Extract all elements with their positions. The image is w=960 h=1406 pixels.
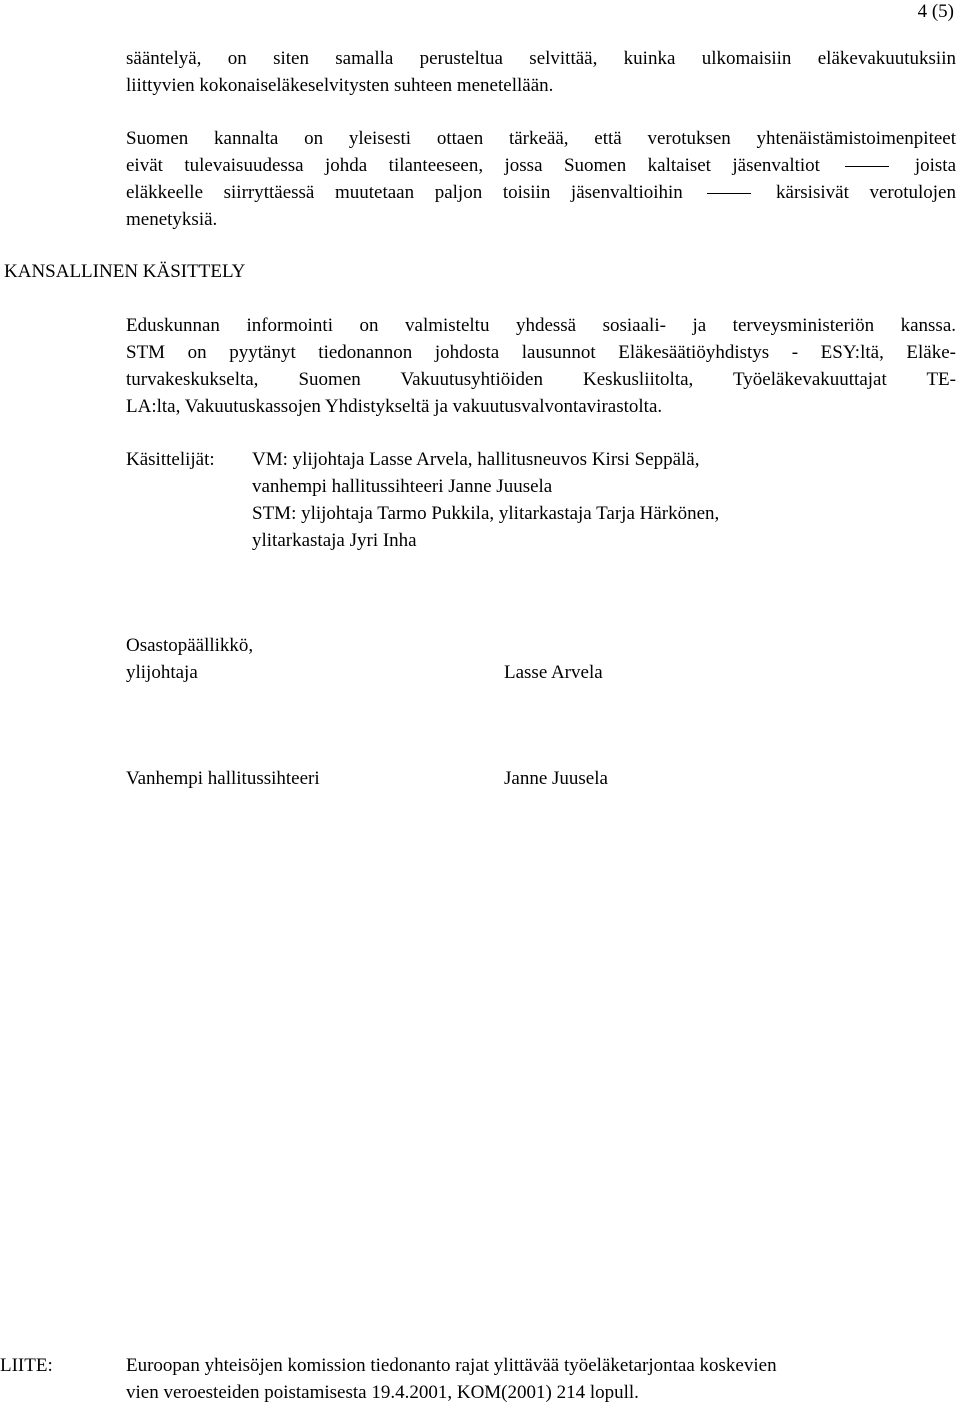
tax-paragraph xyxy=(126,125,956,233)
tax-line-1: Suomen kannalta on yleisesti ottaen tärkeää, että verotuksen yhtenäistämistoimenpiteet xyxy=(126,128,956,149)
signature-title-1-line-2: ylijohtaja xyxy=(126,662,198,683)
attachment-label: LIITE: xyxy=(0,1355,53,1376)
intro-paragraph xyxy=(126,45,956,99)
tax-line-3 xyxy=(126,179,956,206)
em-dash xyxy=(845,166,889,167)
section-heading: KANSALLINEN KÄSITTELY xyxy=(4,261,246,282)
page-number: 4 (5) xyxy=(917,1,954,22)
intro-line-2: liittyvien kokonaiseläkeselvitysten suhteen menetellään. xyxy=(126,75,554,96)
tax-line-2-b: joista xyxy=(914,155,957,176)
signature-name-2: Janne Juusela xyxy=(504,768,608,789)
signature-title-1-line-1: Osastopäällikkö, xyxy=(126,635,254,656)
intro-line-1: sääntelyä, on siten samalla perusteltua selvittää, kuinka ulkomaisiin eläkevakuutuksiin xyxy=(126,48,956,69)
national-line-2: STM on pyytänyt tiedonannon johdosta lausunnot Eläkesäätiöyhdistys - ESY:ltä, Eläke- xyxy=(126,342,956,363)
em-dash xyxy=(707,193,751,194)
handlers-label: Käsittelijät: xyxy=(126,449,215,470)
tax-line-3-a: eläkkeelle siirryttäessä muutetaan paljon toisiin jäsenvaltioihin xyxy=(126,182,683,203)
signature-name-1: Lasse Arvela xyxy=(504,662,603,683)
tax-line-4: menetyksiä. xyxy=(126,209,218,230)
national-line-3: turvakeskukselta, Suomen Vakuutusyhtiöiden Keskusliitolta, Työeläkevakuuttajat TE- xyxy=(126,369,956,390)
national-paragraph xyxy=(126,312,956,420)
tax-line-3-b: kärsisivät verotulojen xyxy=(776,182,956,203)
national-line-1: Eduskunnan informointi on valmisteltu yhdessä sosiaali- ja terveysministeriön kanssa. xyxy=(126,315,956,336)
attachment-line-1: Euroopan yhteisöjen komission tiedonanto rajat ylittävää työeläketarjontaa koskevien xyxy=(126,1355,777,1376)
attachment-line-2: vien veroesteiden poistamisesta 19.4.2001, KOM(2001) 214 lopull. xyxy=(126,1382,639,1403)
tax-line-2 xyxy=(126,152,956,179)
handlers-list xyxy=(252,446,719,554)
handler-line-2: vanhempi hallitussihteeri Janne Juusela xyxy=(252,476,553,497)
tax-line-2-a: eivät tulevaisuudessa johda tilanteeseen, jossa Suomen kaltaiset jäsenvaltiot xyxy=(126,155,820,176)
attachment-text xyxy=(126,1352,777,1406)
handler-line-1: VM: ylijohtaja Lasse Arvela, hallitusneuvos Kirsi Seppälä, xyxy=(252,449,700,470)
national-line-4: LA:lta, Vakuutuskassojen Yhdistykseltä ja vakuutusvalvontavirastolta. xyxy=(126,396,663,417)
handler-line-4: ylitarkastaja Jyri Inha xyxy=(252,530,417,551)
signature-title-1 xyxy=(126,632,253,686)
handler-line-3: STM: ylijohtaja Tarmo Pukkila, ylitarkastaja Tarja Härkönen, xyxy=(252,503,720,524)
signature-title-2: Vanhempi hallitussihteeri xyxy=(126,768,320,789)
